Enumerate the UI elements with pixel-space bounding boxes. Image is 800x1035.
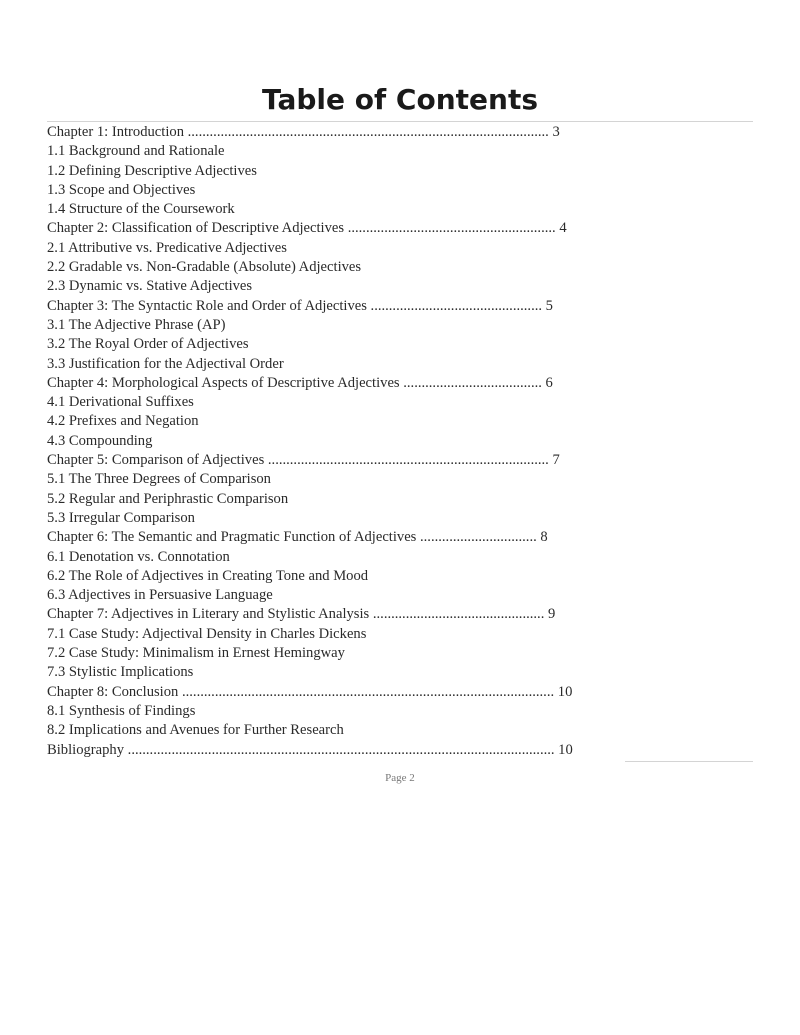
toc-section-3-2: 3.2 The Royal Order of Adjectives <box>47 336 249 353</box>
toc-section-4-3: 4.3 Compounding <box>47 432 153 449</box>
page-title: Table of Contents <box>261 83 538 116</box>
toc-bibliography: Bibliography ..................................................................................................................... 10 <box>47 741 573 758</box>
toc-chapter-2: Chapter 2: Classification of Descriptive Adjectives ......................................................... 4 <box>47 220 567 237</box>
toc-chapter-3: Chapter 3: The Syntactic Role and Order of Adjectives ............................................... 5 <box>47 297 553 314</box>
toc-section-5-3: 5.3 Irregular Comparison <box>47 509 195 526</box>
toc-section-7-1: 7.1 Case Study: Adjectival Density in Charles Dickens <box>47 625 367 642</box>
toc-section-7-2: 7.2 Case Study: Minimalism in Ernest Hemingway <box>47 645 345 662</box>
toc-section-5-2: 5.2 Regular and Periphrastic Comparison <box>47 490 289 507</box>
title-divider <box>47 121 753 122</box>
toc-chapter-7: Chapter 7: Adjectives in Literary and Stylistic Analysis ............................................... 9 <box>47 606 556 623</box>
toc-section-3-1: 3.1 The Adjective Phrase (AP) <box>47 316 226 333</box>
table-of-contents <box>47 123 647 760</box>
toc-chapter-1: Chapter 1: Introduction ................................................................................................... 3 <box>47 124 560 140</box>
toc-section-8-1: 8.1 Synthesis of Findings <box>47 702 196 719</box>
toc-section-8-2: 8.2 Implications and Avenues for Further Research <box>47 722 344 739</box>
toc-section-5-1: 5.1 The Three Degrees of Comparison <box>47 471 271 488</box>
toc-section-1-3: 1.3 Scope and Objectives <box>47 181 196 198</box>
toc-section-1-4: 1.4 Structure of the Coursework <box>47 201 235 218</box>
toc-section-2-2: 2.2 Gradable vs. Non-Gradable (Absolute) Adjectives <box>47 259 362 276</box>
toc-section-6-1: 6.1 Denotation vs. Connotation <box>47 548 230 565</box>
toc-section-2-3: 2.3 Dynamic vs. Stative Adjectives <box>47 278 253 295</box>
bottom-divider <box>625 761 753 762</box>
toc-chapter-4: Chapter 4: Morphological Aspects of Descriptive Adjectives ...................................... 6 <box>47 374 553 391</box>
toc-chapter-5: Chapter 5: Comparison of Adjectives ............................................................................. 7 <box>47 452 560 469</box>
toc-chapter-6: Chapter 6: The Semantic and Pragmatic Function of Adjectives ................................ 8 <box>47 529 548 546</box>
toc-section-1-1: 1.1 Background and Rationale <box>47 143 225 160</box>
toc-section-6-2: 6.2 The Role of Adjectives in Creating Tone and Mood <box>47 567 369 584</box>
toc-section-4-1: 4.1 Derivational Suffixes <box>47 394 194 411</box>
toc-section-2-1: 2.1 Attributive vs. Predicative Adjectives <box>47 239 287 256</box>
toc-section-6-3: 6.3 Adjectives in Persuasive Language <box>47 587 273 604</box>
toc-section-7-3: 7.3 Stylistic Implications <box>47 664 194 681</box>
page-footer: Page 2 <box>385 772 415 784</box>
toc-section-1-2: 1.2 Defining Descriptive Adjectives <box>47 162 257 179</box>
toc-section-4-2: 4.2 Prefixes and Negation <box>47 413 199 430</box>
toc-section-3-3: 3.3 Justification for the Adjectival Order <box>47 355 284 372</box>
toc-chapter-8: Chapter 8: Conclusion ...................................................................................................... 10 <box>47 683 573 700</box>
